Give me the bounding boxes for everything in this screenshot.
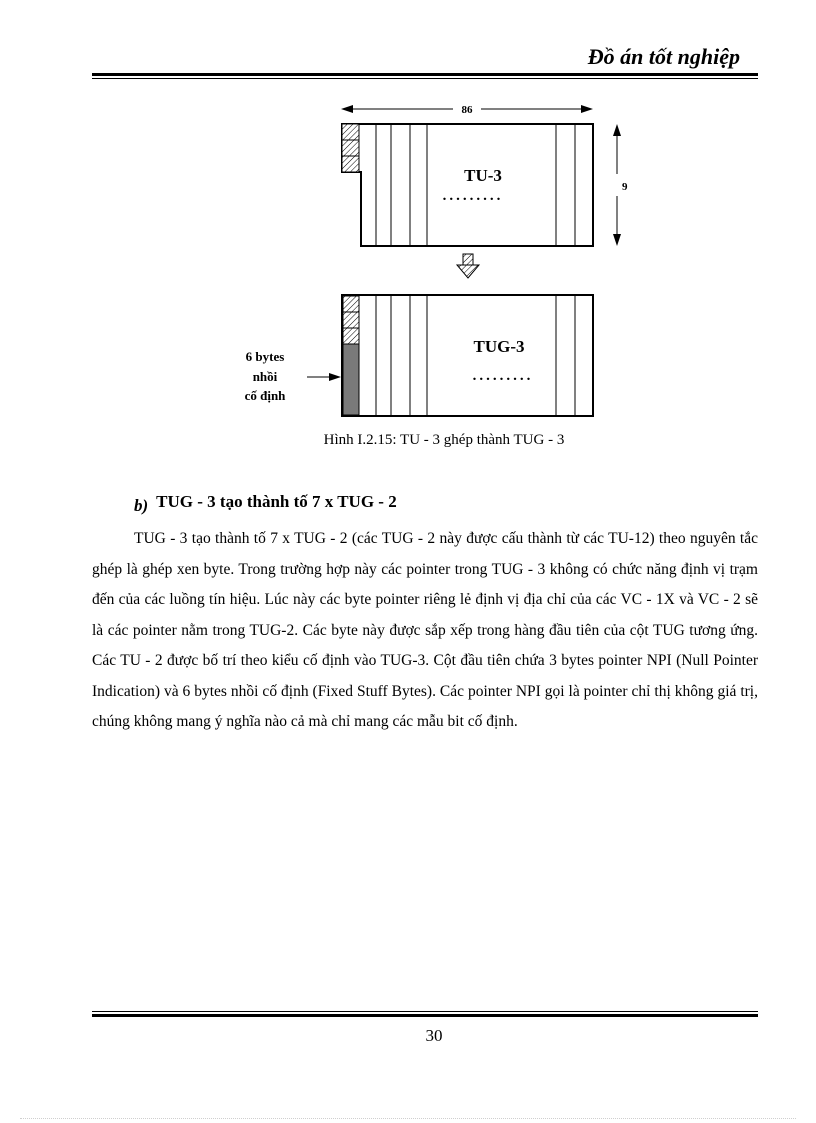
document-header-title: Đồ án tốt nghiệp (587, 44, 740, 69)
tu3-box (342, 124, 593, 246)
tug3-box (342, 295, 593, 416)
tug3-label: TUG-3 (473, 337, 525, 356)
tu3-label: TU-3 (464, 166, 502, 185)
header-rule-thick (92, 73, 758, 76)
footer-rule-thick (92, 1014, 758, 1017)
width-dimension-arrow (341, 104, 593, 116)
body-text (92, 524, 758, 738)
section-heading (134, 492, 397, 515)
down-arrow-icon (457, 254, 479, 278)
body-paragraph: TUG - 3 tạo thành tố 7 x TUG - 2 (các TUG - 2 này được cấu thành từ các TU-12) theo nguyên tắc ghép là ghép xen byte. Trong trường hợp này các pointer trong TUG - 3 không có chức năng định vị trạm đến của các luồng tín hiệu. Lúc này các byte pointer riêng lẻ định vị địa chỉ của các VC - 1X và VC - 2 sẽ là các pointer nằm trong TUG-2. Các byte này được sắp xếp trong hàng đầu tiên của cột TUG tương ứng. Các TU - 2 được bố trí theo kiểu cố định vào TUG-3. Cột đầu tiên chứa 3 bytes pointer NPI (Null Pointer Indication) và 6 bytes nhồi cố định (Fixed Stuff Bytes). Các pointer NPI gọi là pointer chỉ thị không giá trị, chúng không mang ý nghĩa nào cả mà chỉ mang các mẫu bit cố định. (92, 530, 758, 730)
header-rule-thin (92, 78, 758, 79)
footer-rule-thin (92, 1011, 758, 1012)
figure-caption: Hình I.2.15: TU - 3 ghép thành TUG - 3 (323, 432, 565, 448)
section-title: TUG - 3 tạo thành tố 7 x TUG - 2 (156, 492, 397, 511)
height-label: 9 (622, 181, 628, 193)
page-edge-divider (20, 1118, 796, 1119)
side-label-line-2: nhồi (252, 369, 278, 384)
fixed-stuff-label (245, 349, 341, 403)
tu3-to-tug3-figure (215, 92, 635, 432)
height-dimension-arrow (613, 124, 628, 246)
side-label-line-3: cố định (244, 388, 286, 403)
figure-diagram (215, 92, 635, 432)
width-label: 86 (461, 104, 473, 116)
section-letter: b) (134, 496, 149, 515)
page-number: 30 (425, 1026, 443, 1045)
tug3-dots: ......... (472, 368, 534, 384)
tu3-dots: ......... (442, 188, 504, 204)
side-label-line-1: 6 bytes (245, 349, 285, 364)
